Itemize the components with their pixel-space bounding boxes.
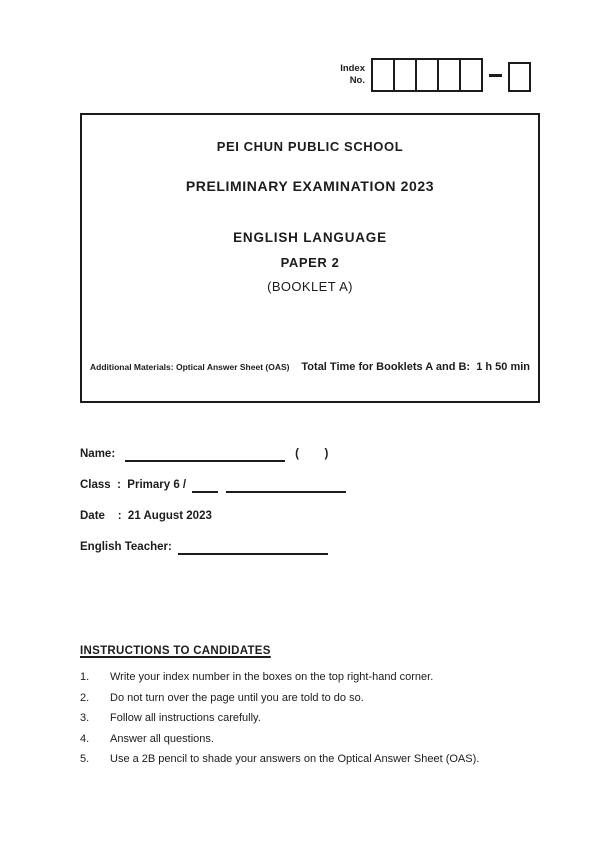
- index-digit-box: [415, 58, 439, 92]
- class-label: Class : Primary 6 /: [80, 479, 187, 491]
- index-digit-box: [371, 58, 395, 92]
- additional-materials-note: Additional Materials: Optical Answer Sheet (OAS): [90, 362, 290, 372]
- teacher-blank-line: [178, 541, 328, 555]
- instruction-item: [80, 733, 540, 746]
- teacher-line: [80, 541, 420, 572]
- name-blank-line: [125, 448, 285, 462]
- index-digit-box: [459, 58, 483, 92]
- instruction-text: Write your index number in the boxes on the top right-hand corner.: [110, 671, 434, 683]
- instruction-item: [80, 671, 540, 684]
- name-paren-field: ( ): [295, 448, 329, 460]
- instruction-text: Use a 2B pencil to shade your answers on the Optical Answer Sheet (OAS).: [110, 753, 480, 765]
- subject-title: ENGLISH LANGUAGE: [233, 230, 387, 245]
- header-box-bottom-row: [90, 361, 530, 373]
- candidate-particulars: [80, 448, 420, 572]
- instruction-item: [80, 692, 540, 705]
- paper-number: PAPER 2: [280, 255, 340, 270]
- instruction-number: 4.: [80, 732, 90, 745]
- class-line: [80, 479, 420, 510]
- instruction-number: 3.: [80, 712, 90, 724]
- date-line: [80, 510, 420, 541]
- exam-header-box: [80, 113, 540, 403]
- exam-title: PRELIMINARY EXAMINATION 2023: [185, 178, 435, 194]
- index-label-line1: Index: [340, 63, 365, 74]
- instruction-number: 1.: [80, 671, 90, 683]
- date-label: Date : 21 August 2023: [80, 510, 212, 522]
- instruction-text: Follow all instructions carefully.: [110, 712, 261, 724]
- index-number-label: [333, 63, 365, 87]
- instruction-number: 2.: [80, 691, 90, 704]
- index-digit-box: [393, 58, 417, 92]
- instruction-number: 5.: [80, 753, 90, 765]
- index-dash: [489, 74, 502, 77]
- index-check-letter-box: [508, 62, 531, 92]
- index-label-line2: No.: [349, 75, 365, 86]
- class-blank-line-short: [192, 479, 218, 493]
- class-blank-line-long: [226, 479, 346, 493]
- booklet-label: (BOOKLET A): [267, 279, 353, 294]
- instructions-section: [80, 645, 540, 774]
- index-number-boxes: [371, 58, 531, 92]
- instructions-heading: INSTRUCTIONS TO CANDIDATES: [80, 645, 271, 657]
- name-line: [80, 448, 420, 479]
- school-name: PEI CHUN PUBLIC SCHOOL: [216, 139, 404, 154]
- instruction-item: [80, 712, 540, 725]
- total-time-note: Total Time for Booklets A and B: 1 h 50 min: [301, 361, 530, 373]
- index-digit-box: [437, 58, 461, 92]
- teacher-label: English Teacher:: [80, 541, 172, 553]
- instruction-text: Do not turn over the page until you are told to do so.: [110, 691, 364, 704]
- name-label: Name:: [80, 448, 116, 460]
- index-number-block: [333, 58, 531, 92]
- instruction-item: [80, 753, 540, 766]
- instruction-text: Answer all questions.: [110, 732, 214, 745]
